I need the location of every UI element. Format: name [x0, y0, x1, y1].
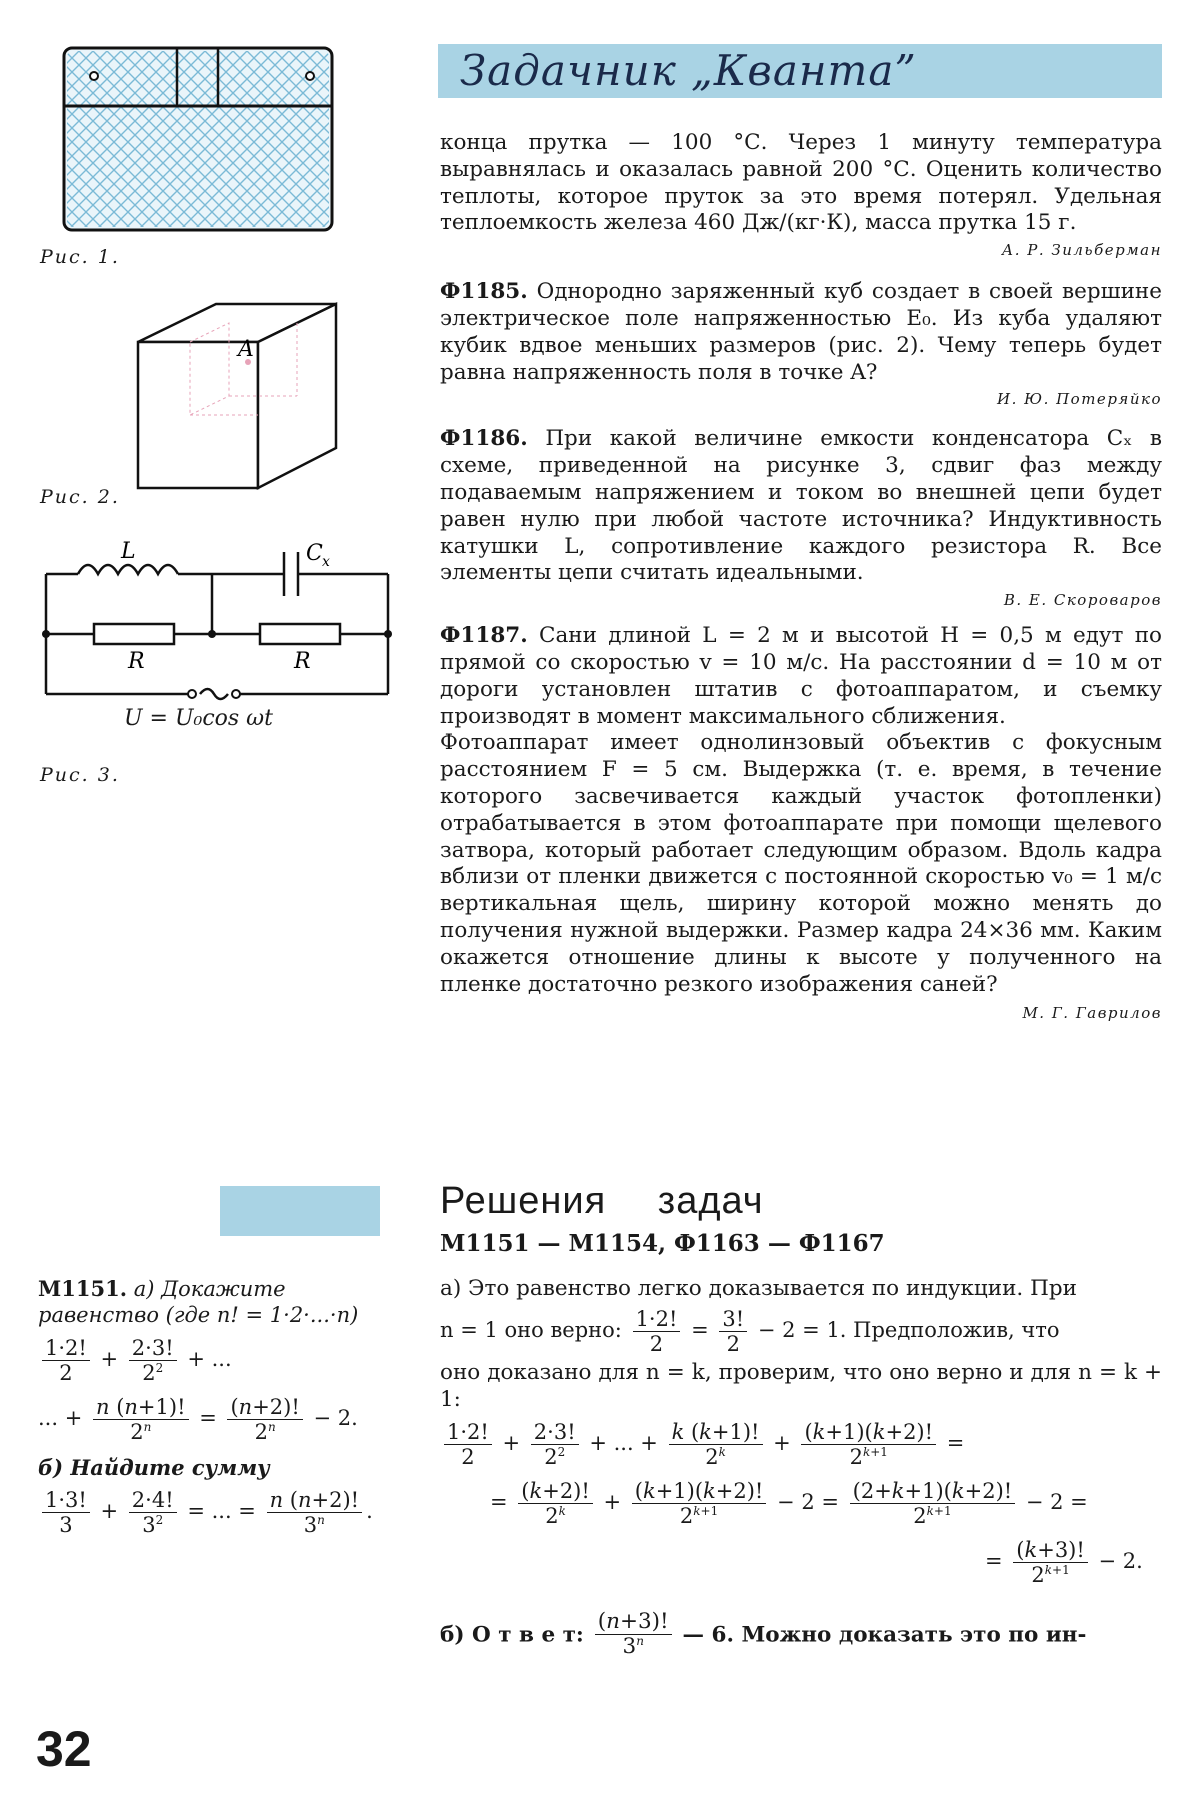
sol-b-answer-pre: б) О т в е т: [440, 1621, 584, 1647]
fig3-caption: Рис. 3. [40, 764, 120, 786]
fig3-L-label: L [121, 540, 136, 564]
sol-b-answer: б) О т в е т: $\frac{(n+3)!}{3^n}$ — 6. Можно доказать это по ин- [440, 1608, 1087, 1660]
sol-a-line2-post: − 2 = 1. Предположив, что [757, 1317, 1060, 1342]
m1151-solution [440, 1276, 1162, 1660]
f1187-text-1: Сани длиной L = 2 м и высотой H = 0,5 м едут по прямой со скоростью v = 10 м/с. На расстоянии d = 10 м от дороги установлен штатив с фотоаппаратом, и съемку производят в момент максимального сближения. [440, 623, 1162, 729]
sol-formula-3: = $\frac{(k+3)!}{2^{k+1}}$ − 2. [985, 1538, 1143, 1588]
fig3-R2-label: R [294, 649, 311, 674]
m1151-formula-a1: $\frac{1\cdot 2!}{2}$ + $\frac{2\cdot 3!}{2^2}$ + ... [38, 1336, 388, 1385]
fig2-caption: Рис. 2. [40, 486, 120, 508]
f1185-author: И. Ю. Потеряйко [997, 390, 1162, 409]
fig1-caption: Рис. 1. [40, 246, 120, 268]
sol-a-line1: а) Это равенство легко доказывается по индукции. При [440, 1276, 1077, 1301]
page-number: 32 [36, 1721, 92, 1777]
sol-a-line3: оно доказано для n = k, проверим, что оно верно и для n = k + 1: [440, 1360, 1162, 1412]
figure-1 [58, 44, 338, 234]
solutions-title: Решения задач [440, 1180, 764, 1222]
problem-f1187 [440, 623, 1162, 730]
sol-a-line2-pre: n = 1 оно верно: [440, 1317, 622, 1342]
sol-formula-1: $\frac{1\cdot 2!}{2}$ + $\frac{2\cdot 3!}{2^2}$ + ... + $\frac{k (k+1)!}{2^k}$ + $\frac{(k+1)(k+2)!}{2^{k+1}}$ = [440, 1420, 1162, 1469]
fig3-R1-label: R [128, 649, 145, 674]
problem-f1185 [440, 279, 1162, 386]
f1187-id: Ф1187. [440, 623, 528, 649]
fig3-Cx-label: C [306, 541, 323, 566]
f1187-author: М. Г. Гаврилов [1022, 1004, 1162, 1023]
header-title: Задачник „Кванта” [460, 46, 917, 95]
f1187-text-2: Фотоаппарат имеет однолинзовый объектив с фокусным расстоянием F = 5 см. Выдержка (т. е. время, в течение которого засвечивается каждый участок фотопленки) отрабатывается в этом фотоаппарате при помощи щелевого затвора, который работает следующим образом. Вдоль кадра вблизи от пленки движется с постоянной скоростью v₀ = 1 м/с вертикальная щель, ширину которой можно менять до получения нужной выдержки. Размер кадра 24×36 мм. Каким окажется отношение длины к высоте у полученного на пленке достаточно резкого изображения саней? [440, 730, 1162, 997]
fig3-Cx-sub: x [322, 554, 330, 570]
m1151-statement [38, 1276, 388, 1537]
m1151-formula-a2: ... + $\frac{n (n+1)!}{2^n}$ = $\frac{(n+2)!}{2^n}$ − 2. [38, 1395, 358, 1445]
figure-2 [130, 298, 350, 498]
m1151-formula-b: $\frac{1\cdot 3!}{3}$ + $\frac{2\cdot 4!}{3^2}$ = ... = $\frac{n (n+2)!}{3^n}$ . [38, 1488, 388, 1537]
sol-b-answer-post: — 6. Можно доказать это по ин- [682, 1621, 1087, 1647]
m1151-part-a: а) Докажите равенство (где n! = 1·2·...·n) [38, 1277, 359, 1327]
problem-f1186 [440, 426, 1162, 587]
f1186-id: Ф1186. [440, 426, 528, 452]
sol-a-line2: n = 1 оно верно: $\frac{1\cdot 2!}{2}$ = $\frac{3!}{2}$ − 2 = 1. Предположив, что [440, 1306, 1060, 1356]
fig2-point-label: A [238, 337, 254, 362]
fig3-formula: U = U₀cos ωt [124, 706, 273, 731]
f1185-id: Ф1185. [440, 279, 528, 305]
sol-formula-2: = $\frac{(k+2)!}{2^k}$ + $\frac{(k+1)(k+2)!}{2^{k+1}}$ − 2 = $\frac{(2+k+1)(k+2)!}{2^{k+1}}$ − 2 = [490, 1478, 1088, 1529]
problems-column [440, 130, 1162, 1022]
f1186-author: В. Е. Скороваров [1003, 591, 1162, 610]
solutions-band [220, 1186, 380, 1236]
f1185-text: Однородно заряженный куб создает в своей вершине электрическое поле напряженностью E₀. Из куба удаляют кубик вдвое меньших размеров (рис. 2). Чему теперь будет равна напряженность поля в точке A? [440, 279, 1162, 385]
solutions-subtitle: М1151 — М1154, Ф1163 — Ф1167 [440, 1230, 885, 1257]
intro-author: А. Р. Зильберман [1001, 241, 1162, 260]
m1151-part-b: б) Найдите сумму [38, 1454, 270, 1480]
f1186-text: При какой величине емкости конденсатора Cₓ в схеме, приведенной на рисунке 3, сдвиг фаз между подаваемым напряжением и током во внешней цепи будет равен нулю при любой частоте источника? Индуктивность катушки L, сопротивление каждого резистора R. Все элементы цепи считать идеальными. [440, 426, 1162, 586]
intro-text: конца прутка — 100 °С. Через 1 минуту температура выравнялась и оказалась равной 200 °С. Оценить количество теплоты, которое пруток за это время потерял. Удельная теплоемкость железа 460 Дж/(кг·К), масса прутка 15 г. [440, 130, 1162, 236]
m1151-id: М1151. [38, 1276, 128, 1301]
